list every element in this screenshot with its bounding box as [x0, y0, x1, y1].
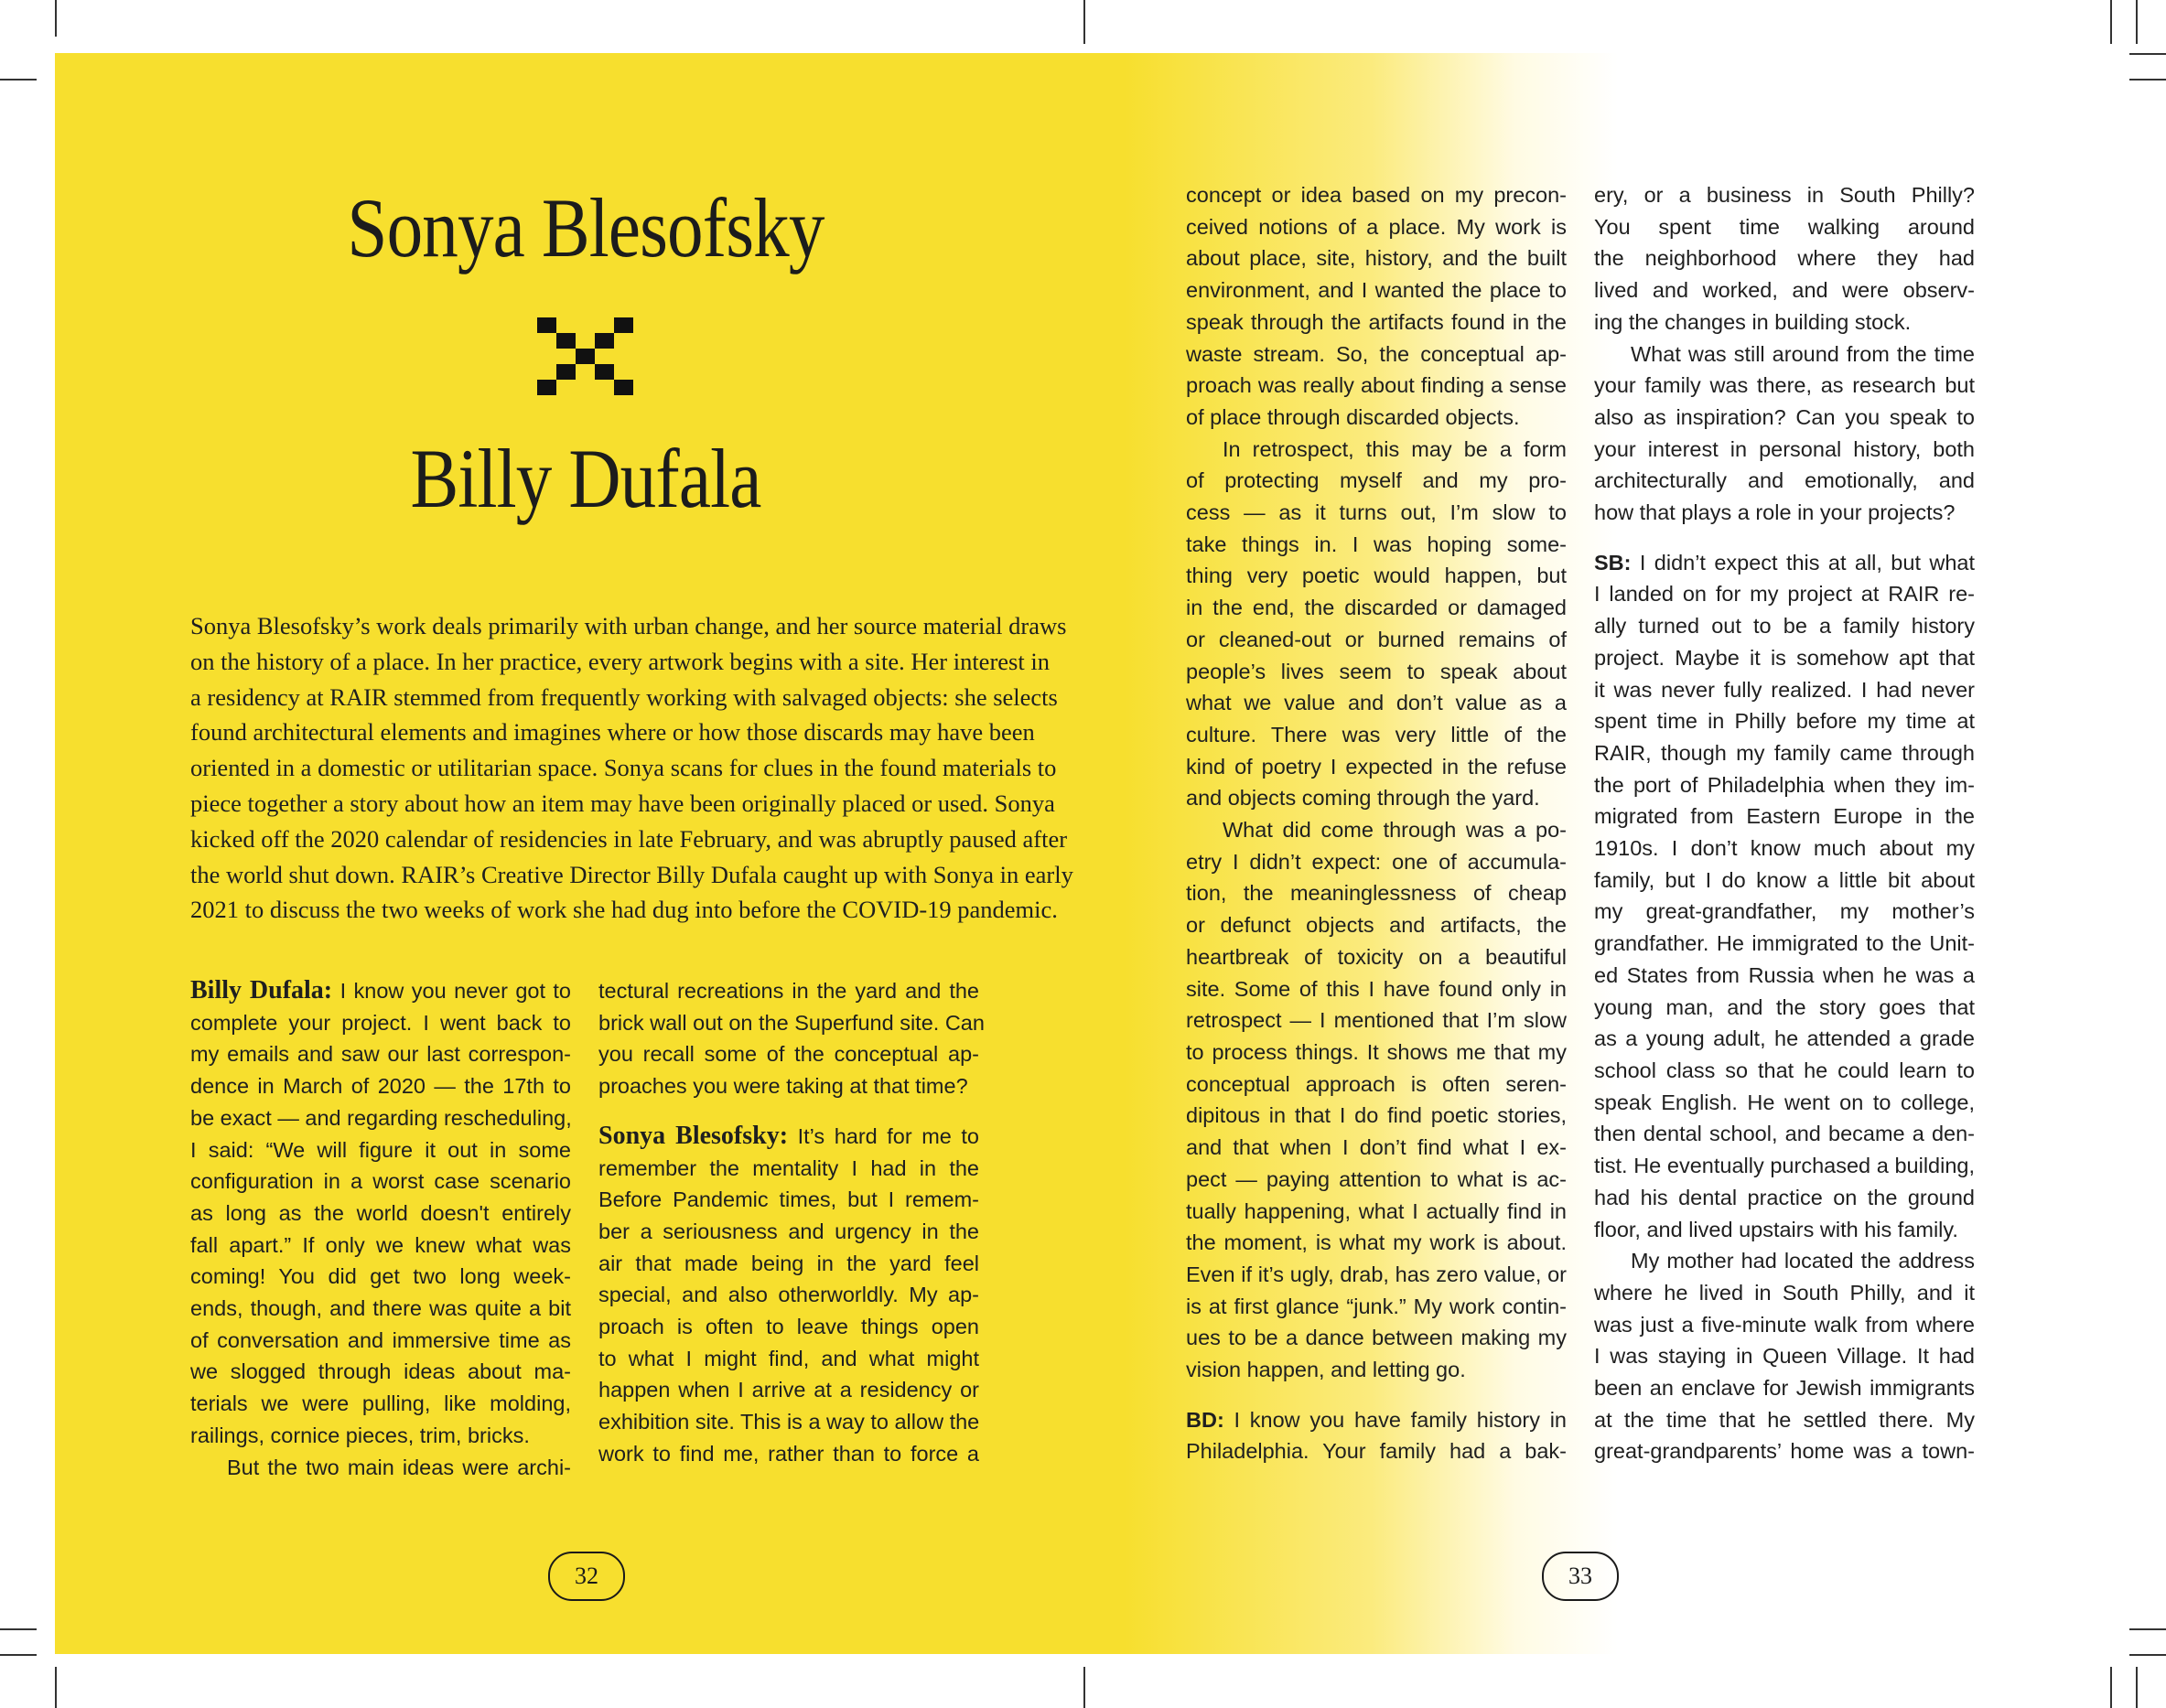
title-name-1: Sonya Blesofsky	[347, 181, 824, 274]
body-text: I didn’t expect this at all, but what	[1631, 550, 1975, 575]
body-line: Even if it’s ugly, drab, has zero value, or	[1186, 1262, 1567, 1286]
body-line: I landed on for my project at RAIR re-	[1594, 582, 1975, 607]
body-line: your family was there, as research but	[1594, 373, 1975, 398]
body-line: I was staying in Queen Village. It had	[1594, 1344, 1975, 1369]
body-line: was just a five-minute walk from where	[1594, 1312, 1975, 1337]
intro-line: a residency at RAIR stemmed from frequently working with salvaged objects: she selects	[190, 682, 1058, 711]
body-text: I know you never got to	[332, 979, 572, 1003]
body-line: of conversation and immersive time as	[190, 1327, 571, 1352]
body-line: to what I might find, and what might	[598, 1346, 979, 1370]
body-line: site. Some of this I have found only in	[1186, 976, 1567, 1001]
body-line: great-grandparents’ home was a town-	[1594, 1439, 1975, 1464]
intro-line: found architectural elements and imagines where or how those discards may have been	[190, 718, 1035, 747]
body-column-3	[1186, 179, 1567, 1467]
body-line: kind of poetry I expected in the refuse	[1186, 754, 1567, 779]
speaker-label: Sonya Blesofsky:	[598, 1121, 789, 1150]
intro-paragraph	[190, 608, 1073, 928]
body-line: brick wall out on the Superfund site. Can	[598, 1010, 985, 1035]
body-line: school class so that he could learn to	[1594, 1058, 1975, 1082]
body-line: vision happen, and letting go.	[1186, 1358, 1466, 1382]
body-line: about place, site, history, and the built	[1186, 246, 1567, 271]
body-line: had his dental practice on the ground	[1594, 1185, 1975, 1209]
body-column-2	[598, 975, 985, 1470]
body-line: What did come through was a po-	[1223, 818, 1567, 843]
body-line: ends, though, and there was quite a bit	[190, 1296, 571, 1321]
body-line: ing the changes in building stock.	[1594, 309, 1912, 334]
body-line: and that when I don’t find what I ex-	[1186, 1135, 1567, 1160]
crop-mark	[55, 0, 57, 37]
body-line: exhibition site. This is a way to allow the	[598, 1410, 980, 1434]
body-line: speak through the artifacts found in the	[1186, 309, 1567, 334]
body-line: configuration in a worst case scenario	[190, 1169, 571, 1194]
body-line: grandfather. He immigrated to the Unit-	[1594, 931, 1975, 956]
body-line: dence in March of 2020 — the 17th to	[190, 1074, 571, 1099]
body-column-1	[190, 975, 571, 1483]
body-line: also as inspiration? Can you speak to	[1594, 404, 1975, 429]
crop-mark	[2129, 79, 2166, 81]
body-line: etry I didn’t expect: one of accumula-	[1186, 849, 1567, 874]
body-line: ber a seriousness and urgency in the	[598, 1219, 979, 1243]
body-line: My mother had located the address	[1631, 1249, 1975, 1273]
body-line: where he lived in South Philly, and it	[1594, 1280, 1975, 1305]
crop-mark	[55, 1667, 57, 1708]
body-line: ceived notions of a place. My work is	[1186, 214, 1567, 239]
body-line: conceptual approach is often seren-	[1186, 1071, 1567, 1096]
crop-mark	[2129, 1628, 2166, 1630]
body-line: thing very poetic would happen, but	[1186, 564, 1567, 588]
body-line: proach is often to leave things open	[598, 1315, 979, 1339]
body-line: to process things. It shows me that my	[1186, 1039, 1567, 1064]
body-line: what we value and don’t value as a	[1186, 691, 1567, 715]
body-line: the moment, is what my work is about.	[1186, 1230, 1567, 1255]
body-line: and objects coming through the yard.	[1186, 786, 1540, 811]
body-line: pect — paying attention to what is ac-	[1186, 1166, 1567, 1191]
body-line: dipitous in that I do find poetic stories,	[1186, 1103, 1567, 1128]
body-column-4	[1594, 179, 1975, 1467]
body-line: architecturally and emotionally, and	[1594, 468, 1975, 493]
body-line: it was never fully realized. I had never	[1594, 677, 1975, 702]
body-line: cess — as it turns out, I’m slow to	[1186, 500, 1567, 525]
body-line: my great-grandfather, my mother’s	[1594, 899, 1975, 924]
body-line: take things in. I was hoping some-	[1186, 532, 1567, 556]
body-line: spent time in Philly before my time at	[1594, 709, 1975, 734]
body-line: how that plays a role in your projects?	[1594, 500, 1956, 525]
body-text: I know you have family history in	[1223, 1407, 1567, 1432]
intro-line: kicked off the 2020 calendar of residencies in late February, and was abruptly paused after	[190, 824, 1068, 853]
body-text: It’s hard for me to	[788, 1123, 979, 1148]
body-line: been an enclave for Jewish immigrants	[1594, 1376, 1975, 1401]
body-line: in the end, the discarded or damaged	[1186, 596, 1567, 620]
body-line: work to find me, rather than to force a	[598, 1441, 979, 1466]
intro-line: piece together a story about how an item may have been originally placed or used. Sonya	[190, 789, 1055, 817]
body-line: Philadelphia. Your family had a bak-	[1186, 1439, 1567, 1464]
body-line: What was still around from the time	[1631, 341, 1975, 366]
body-line: special, and also otherworldly. My ap-	[598, 1283, 979, 1307]
body-line: the port of Philadelphia when they im-	[1594, 772, 1975, 797]
body-line: speak English. He went on to college,	[1594, 1090, 1975, 1114]
body-line: you recall some of the conceptual ap-	[598, 1042, 979, 1067]
body-line: Before Pandemic times, but I remem-	[598, 1187, 979, 1212]
intro-line: oriented in a domestic or utilitarian space. Sonya scans for clues in the found materials to	[190, 754, 1057, 782]
body-line: floor, and lived upstairs with his family.	[1594, 1217, 1958, 1241]
body-line: fall apart.” If only we knew what was	[190, 1232, 571, 1257]
body-line: concept or idea based on my precon-	[1186, 183, 1567, 207]
crop-mark	[0, 1654, 37, 1656]
crop-mark	[0, 79, 37, 81]
x-ornament-icon	[537, 317, 633, 395]
body-line: RAIR, though my family came through	[1594, 740, 1975, 765]
crop-mark	[0, 1628, 37, 1630]
body-line: or cleaned-out or burned remains of	[1186, 627, 1567, 651]
body-line: terials we were pulling, like molding,	[190, 1391, 571, 1416]
body-line: of protecting myself and my pro-	[1186, 468, 1567, 493]
body-line: But the two main ideas were archi-	[227, 1455, 571, 1479]
crop-mark	[2110, 1667, 2112, 1708]
body-line: In retrospect, this may be a form	[1223, 436, 1567, 461]
title-name-2: Billy Dufala	[410, 432, 761, 525]
crop-mark	[1083, 1667, 1085, 1708]
crop-mark	[1083, 0, 1085, 44]
body-line: young man, and the story goes that	[1594, 994, 1975, 1019]
body-line: air that made being in the yard feel	[598, 1251, 979, 1275]
body-line: You spent time walking around	[1594, 214, 1975, 239]
body-line: complete your project. I went back to	[190, 1010, 571, 1035]
body-line: your interest in personal history, both	[1594, 436, 1975, 461]
crop-mark	[2110, 0, 2112, 44]
body-line: we slogged through ideas about ma-	[190, 1359, 571, 1384]
body-line: people’s lives seem to speak about	[1186, 659, 1567, 683]
body-line: heartbreak of toxicity on a beautiful	[1186, 944, 1567, 969]
body-line: happen when I arrive at a residency or	[598, 1378, 979, 1402]
body-line: my emails and saw our last correspon-	[190, 1042, 571, 1067]
body-line: migrated from Eastern Europe in the	[1594, 804, 1975, 829]
body-line: I said: “We will figure it out in some	[190, 1137, 571, 1162]
body-line: tually happening, what I actually find in	[1186, 1198, 1567, 1223]
body-line: as long as the world doesn't entirely	[190, 1200, 571, 1225]
speaker-label: SB:	[1594, 550, 1632, 575]
crop-mark	[2129, 53, 2166, 55]
body-line: as a young adult, he attended a grade	[1594, 1026, 1975, 1051]
intro-line: on the history of a place. In her practice, every artwork begins with a site. Her interest in	[190, 647, 1050, 675]
body-line: railings, cornice pieces, trim, bricks.	[190, 1423, 530, 1447]
body-line: the neighborhood where they had	[1594, 246, 1975, 271]
intro-line: the world shut down. RAIR’s Creative Director Billy Dufala caught up with Sonya in early	[190, 860, 1073, 888]
body-line: tion, the meaninglessness of cheap	[1186, 881, 1567, 906]
body-line: lived and worked, and were observ-	[1594, 278, 1975, 303]
body-line: proaches you were taking at that time?	[598, 1074, 968, 1099]
body-line: ed States from Russia when he was a	[1594, 962, 1975, 987]
body-line: of place through discarded objects.	[1186, 404, 1520, 429]
body-line: environment, and I wanted the place to	[1186, 278, 1567, 303]
body-line: coming! You did get two long week-	[190, 1264, 571, 1289]
body-line: is at first glance “junk.” My work contin-	[1186, 1294, 1567, 1318]
body-line: at the time that he settled there. My	[1594, 1407, 1975, 1432]
body-line: then dental school, and became a den-	[1594, 1122, 1975, 1146]
intro-line: 2021 to discuss the two weeks of work she had dug into before the COVID-19 pandemic.	[190, 896, 1058, 924]
speaker-label: BD:	[1186, 1407, 1224, 1432]
intro-line: Sonya Blesofsky’s work deals primarily with urban change, and her source material draws	[190, 612, 1067, 639]
crop-mark	[2136, 1667, 2138, 1708]
body-line: tist. He eventually purchased a building,	[1594, 1154, 1975, 1178]
page-number-right: 33	[1542, 1552, 1619, 1601]
crop-mark	[2136, 0, 2138, 44]
body-line: be exact — and regarding rescheduling,	[190, 1105, 572, 1130]
body-line: proach was really about finding a sense	[1186, 373, 1567, 398]
crop-mark	[2129, 1654, 2166, 1656]
body-line: remember the mentality I had in the	[598, 1155, 979, 1180]
body-line: family, but I do know a little bit about	[1594, 867, 1975, 892]
body-line: tectural recreations in the yard and the	[598, 979, 979, 1003]
body-line: or defunct objects and artifacts, the	[1186, 913, 1567, 938]
body-line: retrospect — I mentioned that I’m slow	[1186, 1008, 1567, 1033]
body-line: waste stream. So, the conceptual ap-	[1186, 341, 1567, 366]
page-number-left: 32	[548, 1552, 625, 1601]
body-line: ery, or a business in South Philly?	[1594, 183, 1975, 207]
body-line: culture. There was very little of the	[1186, 722, 1567, 747]
body-line: 1910s. I don’t know much about my	[1594, 836, 1975, 861]
body-line: ally turned out to be a family history	[1594, 614, 1975, 639]
body-line: project. Maybe it is somehow apt that	[1594, 645, 1975, 670]
body-line: ues to be a dance between making my	[1186, 1326, 1567, 1350]
speaker-label: Billy Dufala:	[190, 976, 333, 1004]
